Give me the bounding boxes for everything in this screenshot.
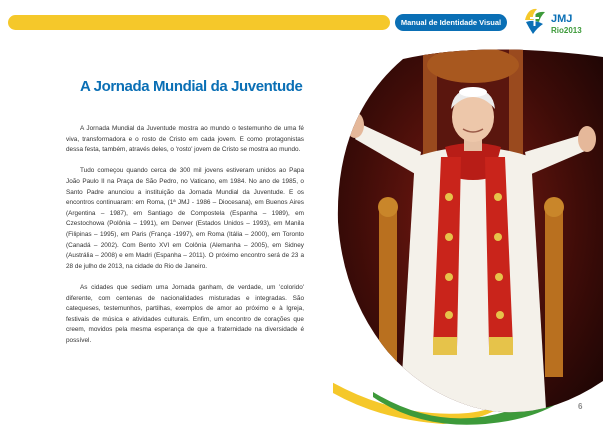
header-yellow-bar — [8, 15, 390, 30]
logo-brand-text: JMJ — [551, 13, 573, 25]
article-paragraph: A Jornada Mundial da Juventude mostra ao mundo o testemunho de uma fé viva, transformadora e o rosto de Cristo em cada jovem. E como protagonistas dessa festa, também, através deles, o 'rosto' jovem de Cristo se mostra ao mundo. — [66, 125, 304, 154]
jmj-logo — [521, 6, 581, 42]
manual-title-badge: Manual de Identidade Visual — [395, 14, 507, 31]
page-title: A Jornada Mundial da Juventude — [80, 78, 303, 95]
article-body — [66, 124, 304, 357]
jmj-logo-icon — [521, 6, 549, 36]
article-paragraph: Tudo começou quando cerca de 300 mil jovens estiveram unidos ao Papa João Paulo II na Praça de São Pedro, no Vaticano, em 1984. No ano de 1985, o Santo Padre anunciou a instituição da Jornada Mundial da Juventude. E os encontros continuaram: em Roma, (1ª JMJ - 1986 – Diocesana), em Buenos Aires (Argentina – 1987), em Santiago de Compostela (Espanha – 1989), em Czestochowa (Polônia – 1991), em Denver (Estados Unidos – 1993), em Manila (Filipinas – 1995), em Paris (França -1997), em Roma (Itália – 2000), em Toronto (Canadá – 2002). Com Bento XVI em Colônia (Alemanha – 2005), em Sidney (Austrália – 2008) e em Madri (Espanha – 2011). O próximo encontro será de 23 a 28 de julho de 2013, na cidade do Rio de Janeiro. — [66, 167, 304, 270]
page-number: 6 — [578, 402, 583, 411]
pope-photo-frame — [333, 47, 603, 426]
pope-photo — [333, 47, 603, 426]
logo-subtitle-text: Rio2013 — [551, 26, 582, 35]
article-paragraph: As cidades que sediam uma Jornada ganham, de verdade, um 'colorido' diferente, com centenas de nacionalidades misturadas e integradas. São catequeses, testemunhos, partilhas, exemplos de amor ao próximo e à Igreja, festivais de música e atividades culturais. Enfim, um encontro de corações que creem, movidos pela mesma esperança de que a fraternidade na diversidade é possível. — [66, 283, 304, 344]
